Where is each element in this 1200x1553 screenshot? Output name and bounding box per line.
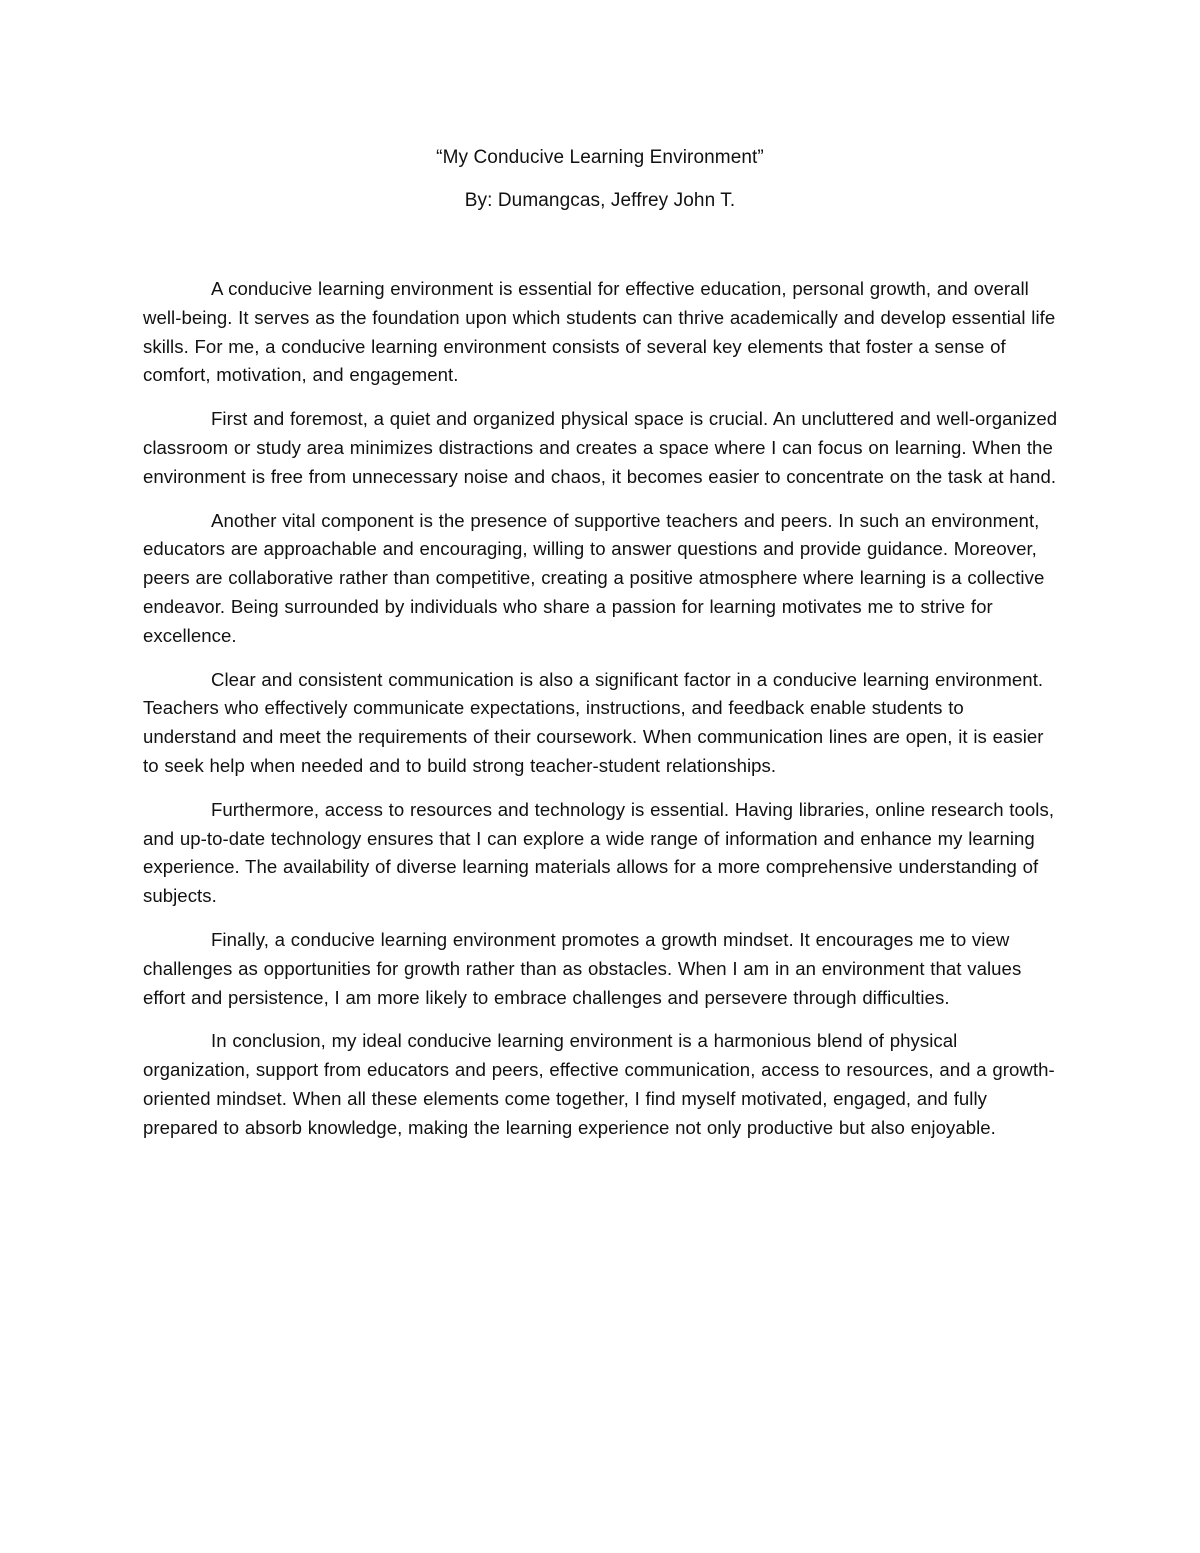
essay-title: “My Conducive Learning Environment” [436,147,764,168]
paragraph-communication: Clear and consistent communication is also a significant factor in a conducive learning environment. Teachers who effectively communicate expectations, instructions, and feedback enable students to understand and meet the requirements of their coursework. When communication lines are open, it is easier to seek help when needed and to build strong teacher-student relationships. [143,668,1044,776]
paragraph-resources: Furthermore, access to resources and technology is essential. Having libraries, online research tools, and up-to-date technology ensures that I can explore a wide range of information and enhance my learning experience. The availability of diverse learning materials allows for a more comprehensive understanding of subjects. [143,798,1055,907]
paragraph-intro: A conducive learning environment is essential for effective education, personal growth, and overall well-being. It serves as the foundation upon which students can thrive academically and develop essential life skills. For me, a conducive learning environment consists of several key elements that foster a sense of comfort, motivation, and engagement. [143,278,1056,386]
paragraph-physical-space: First and foremost, a quiet and organized physical space is crucial. An uncluttered and well-organized classroom or study area minimizes distractions and creates a space where I can focus on learning. When the environment is free from unnecessary noise and chaos, it becomes easier to concentrate on the task at hand. [143,408,1058,487]
essay-body [143,275,1061,1158]
paragraph-growth-mindset: Finally, a conducive learning environment promotes a growth mindset. It encourages me to view challenges as opportunities for growth rather than as obstacles. When I am in an environment that values effort and persistence, I am more likely to embrace challenges and persevere through difficulties. [143,928,1022,1008]
paragraph-teachers-peers: Another vital component is the presence of supportive teachers and peers. In such an environment, educators are approachable and encouraging, willing to answer questions and provide guidance. Moreover, peers are collaborative rather than competitive, creating a positive atmosphere where learning is a collective endeavor. Being surrounded by individuals who share a passion for learning motivates me to strive for excellence. [143,509,1045,646]
author-line: By: Dumangcas, Jeffrey John T. [464,190,736,211]
paragraph-conclusion: In conclusion, my ideal conducive learning environment is a harmonious blend of physical organization, support from educators and peers, effective communication, access to resources, and a growth-oriented mindset. When all these elements come together, I find myself motivated, engaged, and fully prepared to absorb knowledge, making the learning experience not only productive but also enjoyable. [143,1030,1055,1138]
